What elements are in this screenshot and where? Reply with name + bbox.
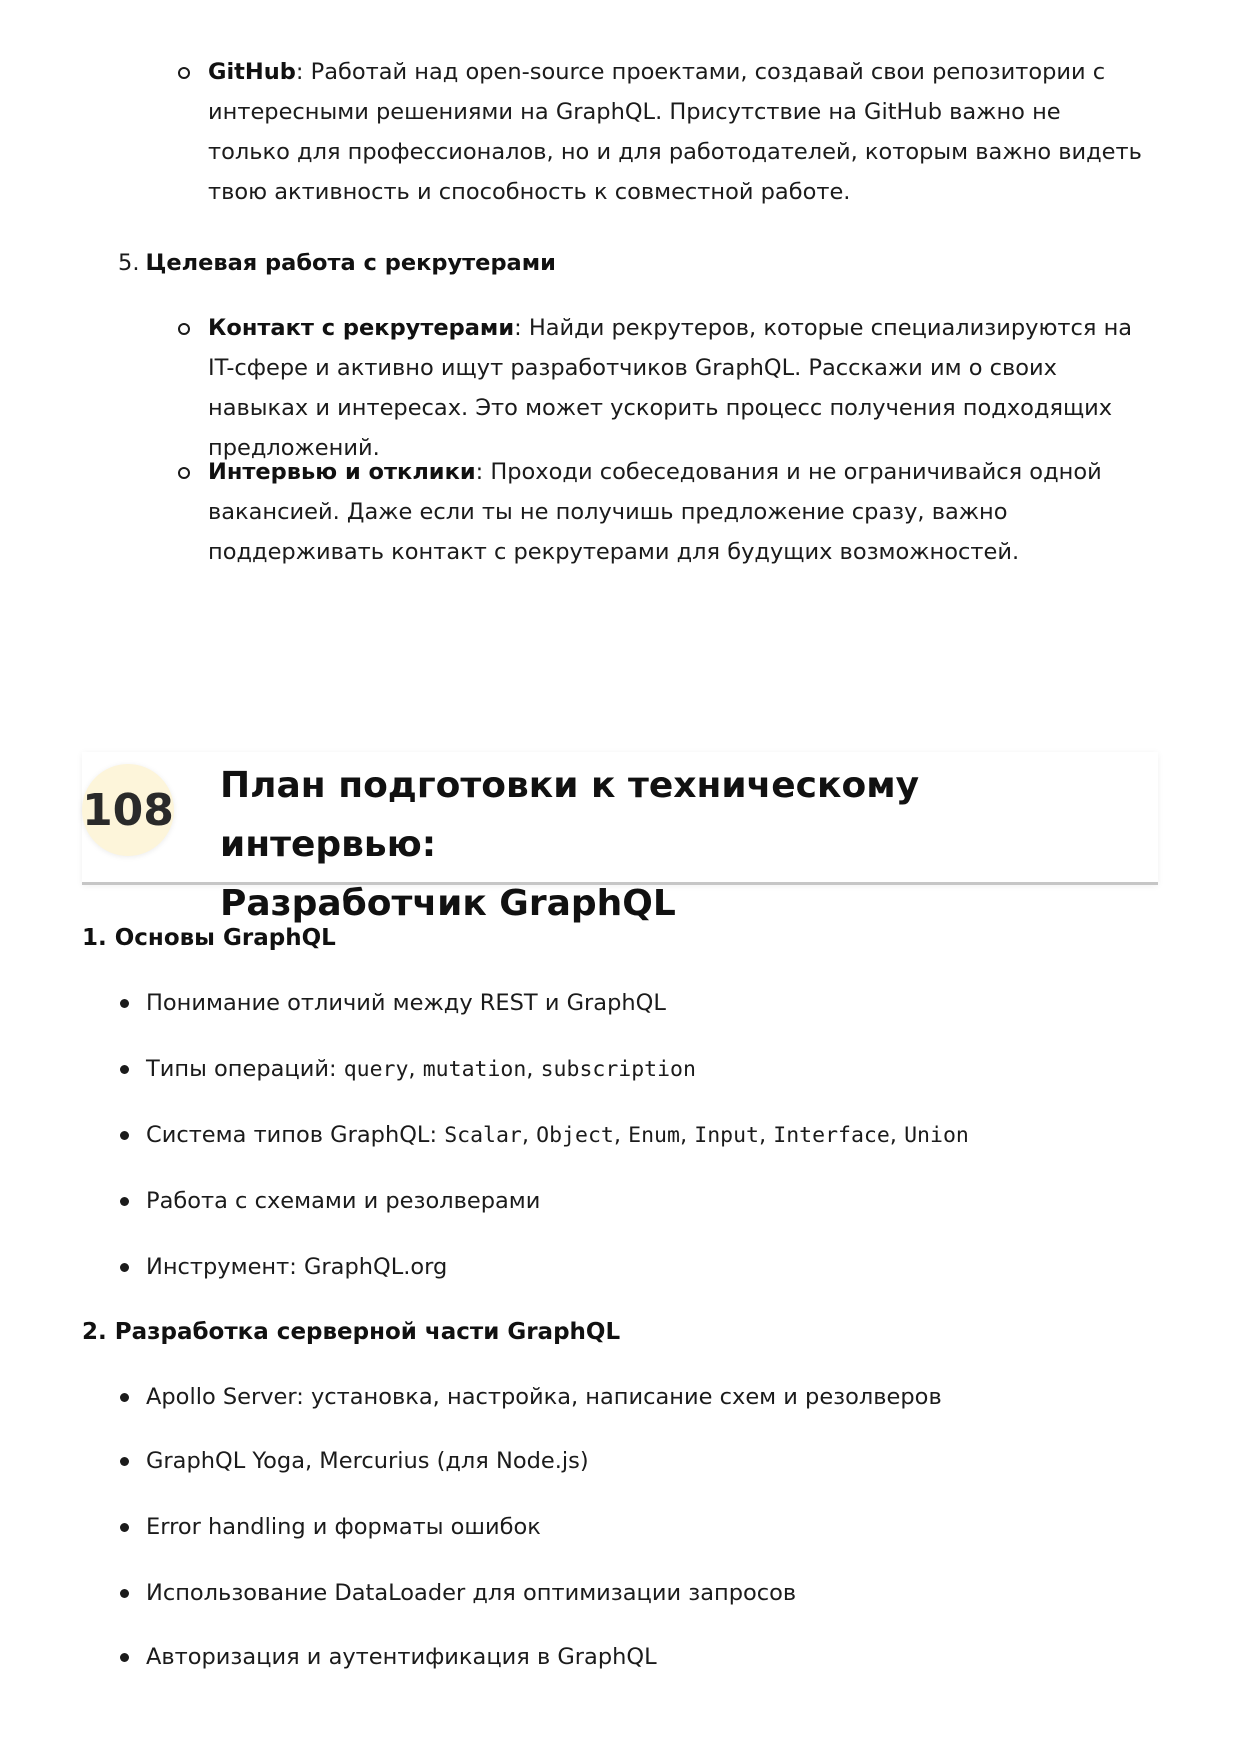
section-heading: 2. Разработка серверной части GraphQL (82, 1319, 621, 1345)
code-mutation: mutation (422, 1057, 527, 1082)
numbered-item-5 (118, 243, 556, 283)
bullet-icon (120, 1131, 129, 1140)
list-item-text: : Работай над open-source проектами, создавай свои репозитории с интересными решениями на GraphQL. Присутствие на GitHub важно не только для профессионалов, но и для работодателей, которым важно видеть твою активность и способность к совместной работе. (208, 59, 1142, 205)
list-item-text: Авторизация и аутентификация в GraphQL (146, 1644, 657, 1670)
code-subscription: subscription (540, 1057, 696, 1082)
list-item-recruiter-contact (208, 308, 1148, 468)
list-item (146, 983, 1146, 1023)
bullet-icon (120, 1065, 129, 1074)
code-union: Union (904, 1123, 969, 1148)
bullet-icon (120, 1263, 129, 1272)
circle-bullet-icon (178, 467, 190, 479)
list-item-text: : Найди рекрутеров, которые специализируются на IT-сфере и активно ищут разработчиков GraphQL. Расскажи им о своих навыках и интересах. Это может ускорить процесс получения подходящих предложений. (208, 315, 1133, 461)
code-query: query (343, 1057, 409, 1082)
circle-bullet-icon (178, 67, 190, 79)
list-item (146, 1181, 1146, 1221)
code-enum: Enum (628, 1123, 680, 1148)
chapter-number-badge: 108 (82, 764, 174, 856)
list-item-prefix: Система типов GraphQL: (146, 1122, 445, 1148)
list-item-github (208, 52, 1148, 212)
list-item (146, 1573, 1146, 1613)
list-item-text: Понимание отличий между REST и GraphQL (146, 990, 666, 1016)
list-item (146, 1441, 1146, 1481)
bullet-icon (120, 1589, 129, 1598)
bullet-icon (120, 1523, 129, 1532)
list-item (146, 1507, 1146, 1547)
bullet-icon (120, 1653, 129, 1662)
chapter-title-line2: Разработчик GraphQL (220, 883, 676, 924)
list-item: Система типов GraphQL: Scalar, Object, Enum, Input, Interface, Union (146, 1115, 1146, 1156)
list-item-text: Инструмент: GraphQL.org (146, 1254, 448, 1280)
list-item-title: Интервью и отклики (208, 459, 476, 485)
list-item: Типы операций: query, mutation, subscription (146, 1049, 1146, 1090)
list-item-text: GraphQL Yoga, Mercurius (для Node.js) (146, 1448, 589, 1474)
list-item (146, 1247, 1146, 1287)
chapter-header (82, 752, 1158, 924)
item-title: Целевая работа с рекрутерами (145, 250, 556, 276)
list-item-text: Error handling и форматы ошибок (146, 1514, 541, 1540)
section-heading: 1. Основы GraphQL (82, 925, 336, 951)
list-item-prefix: Типы операций: (146, 1056, 344, 1082)
chapter-title (220, 756, 1140, 933)
list-item-text: : Проходи собеседования и не ограничивайся одной вакансией. Даже если ты не получишь предложение сразу, важно поддерживать контакт с рекрутерами для будущих возможностей. (208, 459, 1102, 565)
list-item-interviews (208, 452, 1148, 572)
bullet-icon (120, 1393, 129, 1402)
chapter-title-line1: План подготовки к техническому интервью: (220, 765, 920, 865)
bullet-icon (120, 1197, 129, 1206)
list-item-title: Контакт с рекрутерами (208, 315, 515, 341)
item-number: 5. (118, 250, 140, 276)
list-item-title: GitHub (208, 59, 296, 85)
bullet-icon (120, 1457, 129, 1466)
code-input: Input (694, 1123, 759, 1148)
list-item-text: Работа с схемами и резолверами (146, 1188, 541, 1214)
code-interface: Interface (773, 1123, 890, 1148)
list-item-text: Apollo Server: установка, настройка, написание схем и резолверов (146, 1384, 942, 1410)
circle-bullet-icon (178, 323, 190, 335)
list-item-text: Использование DataLoader для оптимизации запросов (146, 1580, 797, 1606)
list-item (146, 1377, 1146, 1417)
list-item (146, 1637, 1146, 1677)
code-scalar: Scalar (444, 1123, 522, 1148)
code-object: Object (536, 1123, 614, 1148)
bullet-icon (120, 999, 129, 1008)
